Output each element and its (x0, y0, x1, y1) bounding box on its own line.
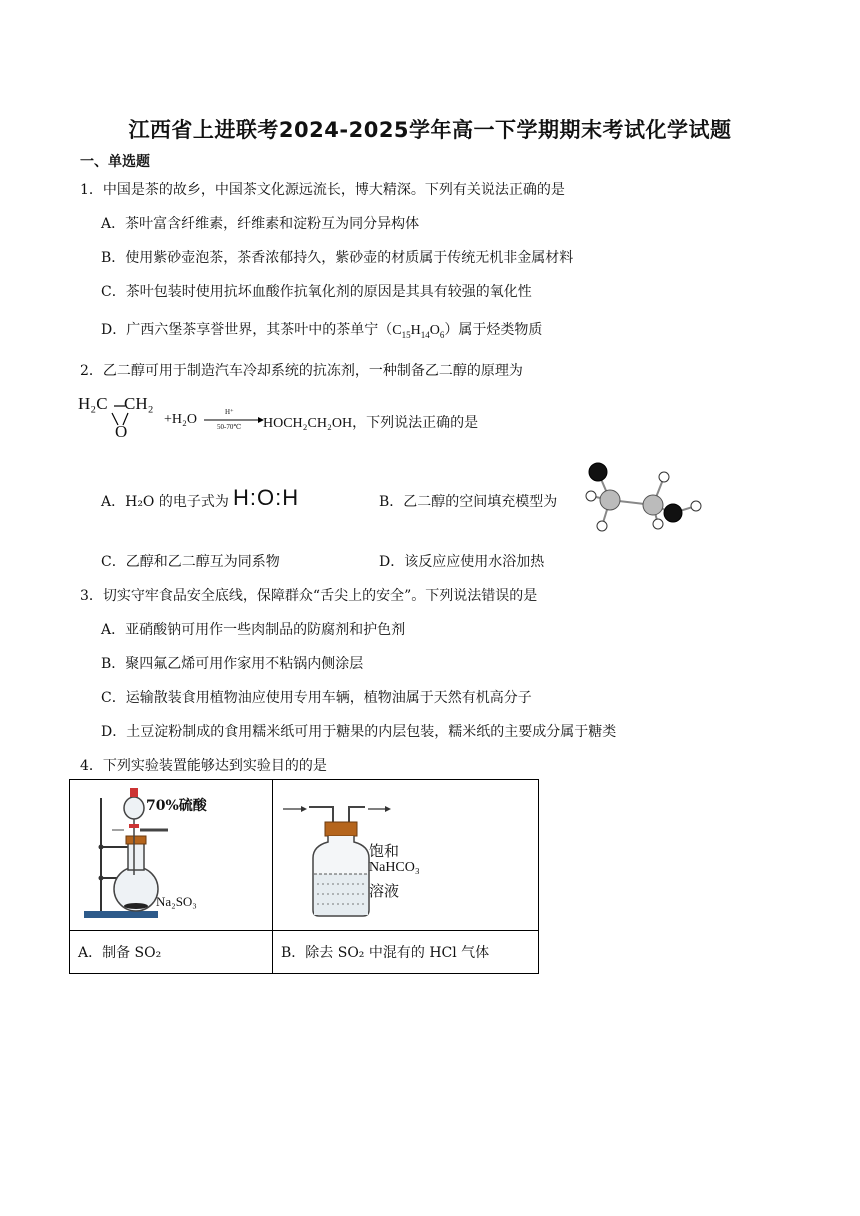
ethylene-glycol-space-filling-model (568, 460, 708, 535)
q1-option-b: B．使用紫砂壶泡茶，茶香浓郁持久，紫砂壶的材质属于传统无机非金属材料 (101, 250, 574, 266)
q3-option-c: C．运输散装食用植物油应使用专用车辆，植物油属于天然有机高分子 (101, 690, 532, 706)
sodium-sulfite-label: Na₂SO₃ (156, 894, 197, 909)
condition-catalyst: H⁺ (225, 408, 234, 416)
figure-b-cell (273, 780, 539, 931)
solution-label-line1: 饱和 (369, 842, 400, 860)
q2-option-a-text: A．H₂O 的电子式为 (101, 494, 229, 510)
q1-option-d-pre: D．广西六堡茶享誉世界，其茶叶中的茶单宁（ (101, 322, 393, 338)
sulfuric-acid-label: 70%硫酸 (146, 798, 207, 814)
q2-option-c: C．乙醇和乙二醇互为同系物 (101, 554, 280, 570)
experiment-table (69, 779, 539, 974)
water-electron-formula: H:O:H (233, 485, 300, 510)
ring-left-label: H₂C (78, 394, 108, 413)
q3-option-a: A．亚硝酸钠可用作一些肉制品的防腐剂和护色剂 (101, 622, 406, 638)
q2-option-a (101, 491, 229, 511)
q1-option-a: A．茶叶富含纤维素，纤维素和淀粉互为同分异构体 (101, 216, 420, 232)
section-heading: 一、单选题 (80, 154, 150, 170)
q3-option-b: B．聚四氟乙烯可用作家用不粘锅内侧涂层 (101, 656, 364, 672)
epoxide-ring-bonds (78, 392, 168, 448)
q2-stem: 2．乙二醇可用于制造汽车冷却系统的抗冻剂，一种制备乙二醇的原理为 (80, 363, 523, 379)
figure-a-caption: A．制备 SO₂ (70, 931, 273, 974)
q1-option-d (101, 319, 542, 340)
tannin-formula: $C_{15}H_{14}O_6$ (392, 323, 445, 340)
page-title: 江西省上进联考2024-2025学年高一下学期期末考试化学试题 (128, 118, 732, 142)
q1-option-d-post: ）属于烃类物质 (444, 322, 543, 338)
q3-option-d: D．土豆淀粉制成的食用糯米纸可用于糖果的内层包装，糯米纸的主要成分属于糖类 (101, 724, 617, 740)
condition-temperature: 50-70℃ (217, 423, 242, 431)
reaction-product: HOCH₂CH₂OH，下列说法正确的是 (263, 416, 479, 431)
q4-stem: 4．下列实验装置能够达到实验目的的是 (80, 758, 327, 774)
figure-b-caption: B．除去 SO₂ 中混有的 HCl 气体 (273, 931, 539, 974)
q1-stem: 1．中国是茶的故乡，中国茶文化源远流长，博大精深。下列有关说法正确的是 (80, 182, 565, 198)
q2-option-d: D．该反应应使用水浴加热 (379, 554, 545, 570)
solution-label-line2: NaHCO₃ (369, 860, 420, 875)
reaction-equation (78, 392, 638, 448)
ring-oxygen-label: O (115, 422, 128, 441)
solution-label-line3: 溶液 (369, 882, 400, 900)
q2-option-b: B．乙二醇的空间填充模型为 (379, 494, 558, 510)
figure-a-cell (70, 780, 273, 931)
plus-water: +H₂O (164, 412, 197, 427)
q1-option-c: C．茶叶包装时使用抗坏血酸作抗氧化剂的原因是其具有较强的氧化性 (101, 284, 532, 300)
gas-washing-bottle (273, 780, 538, 926)
q3-stem: 3．切实守牢食品安全底线，保障群众“舌尖上的安全”。下列说法错误的是 (80, 588, 538, 604)
ring-right-label: CH₂ (124, 394, 154, 413)
